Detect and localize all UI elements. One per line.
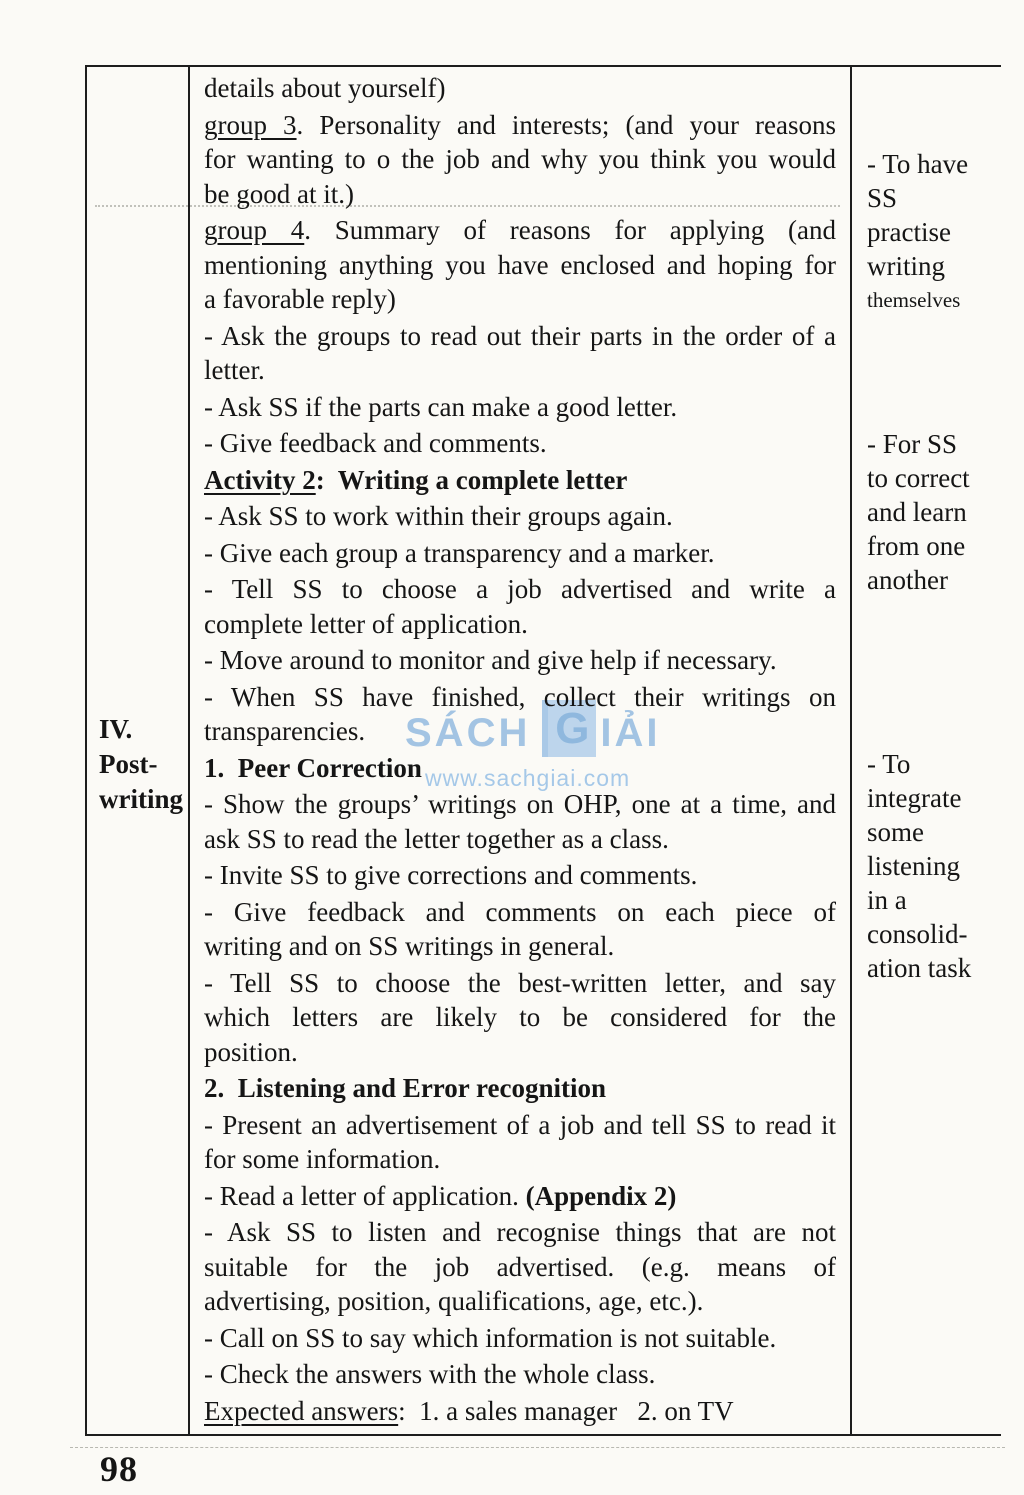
text-line	[204, 1071, 836, 1106]
paragraph-block	[204, 1108, 836, 1177]
text-segment: - Ask SS if the parts can make a good letter.	[204, 391, 678, 422]
objective-note	[867, 427, 997, 597]
stage-label	[99, 712, 183, 817]
paragraph-block	[204, 71, 836, 106]
text-line	[204, 1179, 836, 1214]
text-segment: - Tell SS to choose the best-written letter, and say	[204, 967, 836, 998]
text-line	[204, 1284, 836, 1319]
text-segment: 2. Listening and Error recognition	[204, 1073, 607, 1103]
text-line	[204, 1142, 836, 1177]
paragraph-block	[204, 1179, 836, 1214]
text-segment: (Appendix 2)	[525, 1180, 677, 1211]
objective-line: from one	[867, 531, 966, 561]
text-segment: - Ask SS to work within their groups again.	[204, 501, 673, 531]
scan-artifact-bottom-line	[70, 1447, 1005, 1448]
objective-line: to correct	[867, 463, 970, 493]
text-segment: group 3	[204, 109, 297, 140]
objective-line: ation task	[867, 953, 972, 983]
paragraph-block	[204, 1394, 836, 1429]
text-line	[204, 390, 836, 425]
text-segment: - When SS have finished, collect their writings on	[204, 681, 836, 712]
book-logo-icon: G	[542, 700, 596, 757]
stage-column	[87, 67, 190, 1434]
text-segment: - Invite SS to give corrections and comments.	[204, 860, 698, 890]
text-line	[204, 426, 836, 461]
text-segment: a favorable reply)	[204, 284, 396, 314]
watermark-brand-prefix: SÁCH	[405, 711, 531, 755]
text-segment: which letters are likely to be considered for the	[204, 1002, 836, 1032]
objective-line: SS	[867, 183, 898, 213]
text-segment: - Ask the groups to read out their parts in the order of a	[204, 320, 836, 351]
text-line	[204, 177, 836, 212]
heading-block	[204, 751, 836, 786]
text-line	[204, 751, 836, 786]
text-line	[204, 787, 836, 822]
objective-note	[867, 747, 997, 985]
procedure-column	[190, 67, 852, 1434]
text-segment: - Read a letter of application.	[204, 1180, 526, 1211]
text-line	[204, 714, 836, 749]
paragraph-block	[204, 1215, 836, 1319]
text-segment: - Give feedback and comments on each piece of	[204, 896, 836, 927]
paragraph-block	[204, 1357, 836, 1392]
objective-line: in a	[867, 885, 907, 915]
text-segment: mentioning anything you have enclosed and hoping for	[204, 249, 836, 280]
objective-line: themselves	[867, 288, 961, 312]
heading-block	[204, 1071, 836, 1106]
text-segment: Expected answers	[204, 1395, 399, 1426]
text-line	[204, 895, 836, 930]
lesson-plan-table	[85, 65, 1001, 1436]
paragraph-block	[204, 680, 836, 749]
objective-line: - To	[867, 749, 911, 779]
text-line	[204, 680, 836, 715]
text-segment: group 4	[204, 215, 305, 245]
objective-note	[867, 147, 997, 317]
paragraph-block	[204, 1321, 836, 1356]
objective-line: some	[867, 817, 924, 847]
objective-line: integrate	[867, 783, 962, 813]
text-segment: suitable for the job advertised. (e.g. means of	[204, 1251, 836, 1282]
text-segment: - Call on SS to say which information is not suitable.	[204, 1322, 777, 1353]
text-line	[204, 1035, 836, 1070]
paragraph-block	[204, 858, 836, 893]
paragraph-block	[204, 536, 836, 571]
text-line	[204, 643, 836, 678]
stage-label-line: IV.	[99, 714, 133, 744]
text-segment: transparencies.	[204, 716, 366, 746]
text-line	[204, 142, 836, 177]
text-segment: - Show the groups’ writings on OHP, one at a time, and	[204, 789, 836, 819]
text-line	[204, 1357, 836, 1392]
text-segment: advertising, position, qualifications, age, etc.).	[204, 1286, 704, 1316]
text-segment: - Give each group a transparency and a marker.	[204, 537, 715, 568]
text-line	[204, 499, 836, 534]
text-line	[204, 572, 836, 607]
text-line	[204, 822, 836, 857]
text-line	[204, 463, 836, 498]
paragraph-block	[204, 643, 836, 678]
objective-line: practise	[867, 217, 951, 247]
text-line	[204, 1000, 836, 1035]
paragraph-block	[204, 108, 836, 212]
text-segment: . Personality and interests; (and your reasons	[296, 109, 836, 140]
text-line	[204, 108, 836, 143]
text-segment: - Give feedback and comments.	[204, 428, 547, 458]
text-segment: details about yourself)	[204, 73, 446, 103]
text-line	[204, 607, 836, 642]
text-segment: for wanting to o the job and why you think you would	[204, 144, 836, 174]
text-line	[204, 319, 836, 354]
text-segment: - Ask SS to listen and recognise things that are not	[204, 1217, 836, 1247]
objective-line: another	[867, 565, 948, 595]
text-line	[204, 71, 836, 106]
text-segment: - Present an advertisement of a job and tell SS to read it	[204, 1109, 836, 1140]
text-line	[204, 1394, 836, 1429]
paragraph-block	[204, 390, 836, 425]
paragraph-block	[204, 787, 836, 856]
objective-line: and learn	[867, 497, 967, 527]
objective-line: consolid-	[867, 919, 968, 949]
stage-label-line: Post-	[99, 749, 158, 779]
text-line	[204, 966, 836, 1001]
text-segment: - Tell SS to choose a job advertised and write a	[204, 574, 836, 604]
text-segment: : Writing a complete letter	[315, 464, 628, 495]
text-line	[204, 213, 836, 248]
objective-line: writing	[867, 251, 945, 281]
text-segment: . Summary of reasons for applying (and	[304, 215, 836, 245]
page-number: 98	[100, 1449, 138, 1489]
paragraph-block	[204, 895, 836, 964]
text-segment: position.	[204, 1036, 298, 1067]
text-line	[204, 1250, 836, 1285]
text-segment: for some information.	[204, 1144, 441, 1174]
paragraph-block	[204, 499, 836, 534]
text-segment: ask SS to read the letter together as a class.	[204, 823, 669, 854]
text-segment: complete letter of application.	[204, 608, 528, 639]
paragraph-block	[204, 213, 836, 317]
paragraph-block	[204, 572, 836, 641]
text-line	[204, 353, 836, 388]
text-segment: letter.	[204, 355, 265, 385]
stage-label-line: writing	[99, 784, 183, 814]
paragraph-block	[204, 319, 836, 388]
objective-line: listening	[867, 851, 960, 881]
text-segment: writing and on SS writings in general.	[204, 931, 615, 961]
text-segment: be good at it.)	[204, 178, 354, 209]
text-line	[204, 282, 836, 317]
objective-line: - For SS	[867, 429, 958, 459]
text-line	[204, 858, 836, 893]
text-segment: : 1. a sales manager 2. on TV	[398, 1395, 734, 1426]
paragraph-block	[204, 966, 836, 1070]
heading-block	[204, 463, 836, 498]
text-segment: Activity 2	[204, 464, 316, 495]
text-line	[204, 536, 836, 571]
text-line	[204, 248, 836, 283]
text-segment: - Move around to monitor and give help if necessary.	[204, 645, 777, 675]
objective-line: - To have	[867, 149, 969, 179]
watermark-url: www.sachgiai.com	[425, 765, 631, 791]
watermark-brand-suffix: IẢI	[600, 711, 661, 755]
text-line	[204, 1108, 836, 1143]
text-segment: 1. Peer Correction	[204, 752, 422, 783]
paragraph-block	[204, 426, 836, 461]
objectives-column	[852, 67, 1001, 1434]
text-segment: - Check the answers with the whole class.	[204, 1359, 656, 1389]
text-line	[204, 1215, 836, 1250]
text-line	[204, 1321, 836, 1356]
text-line	[204, 929, 836, 964]
